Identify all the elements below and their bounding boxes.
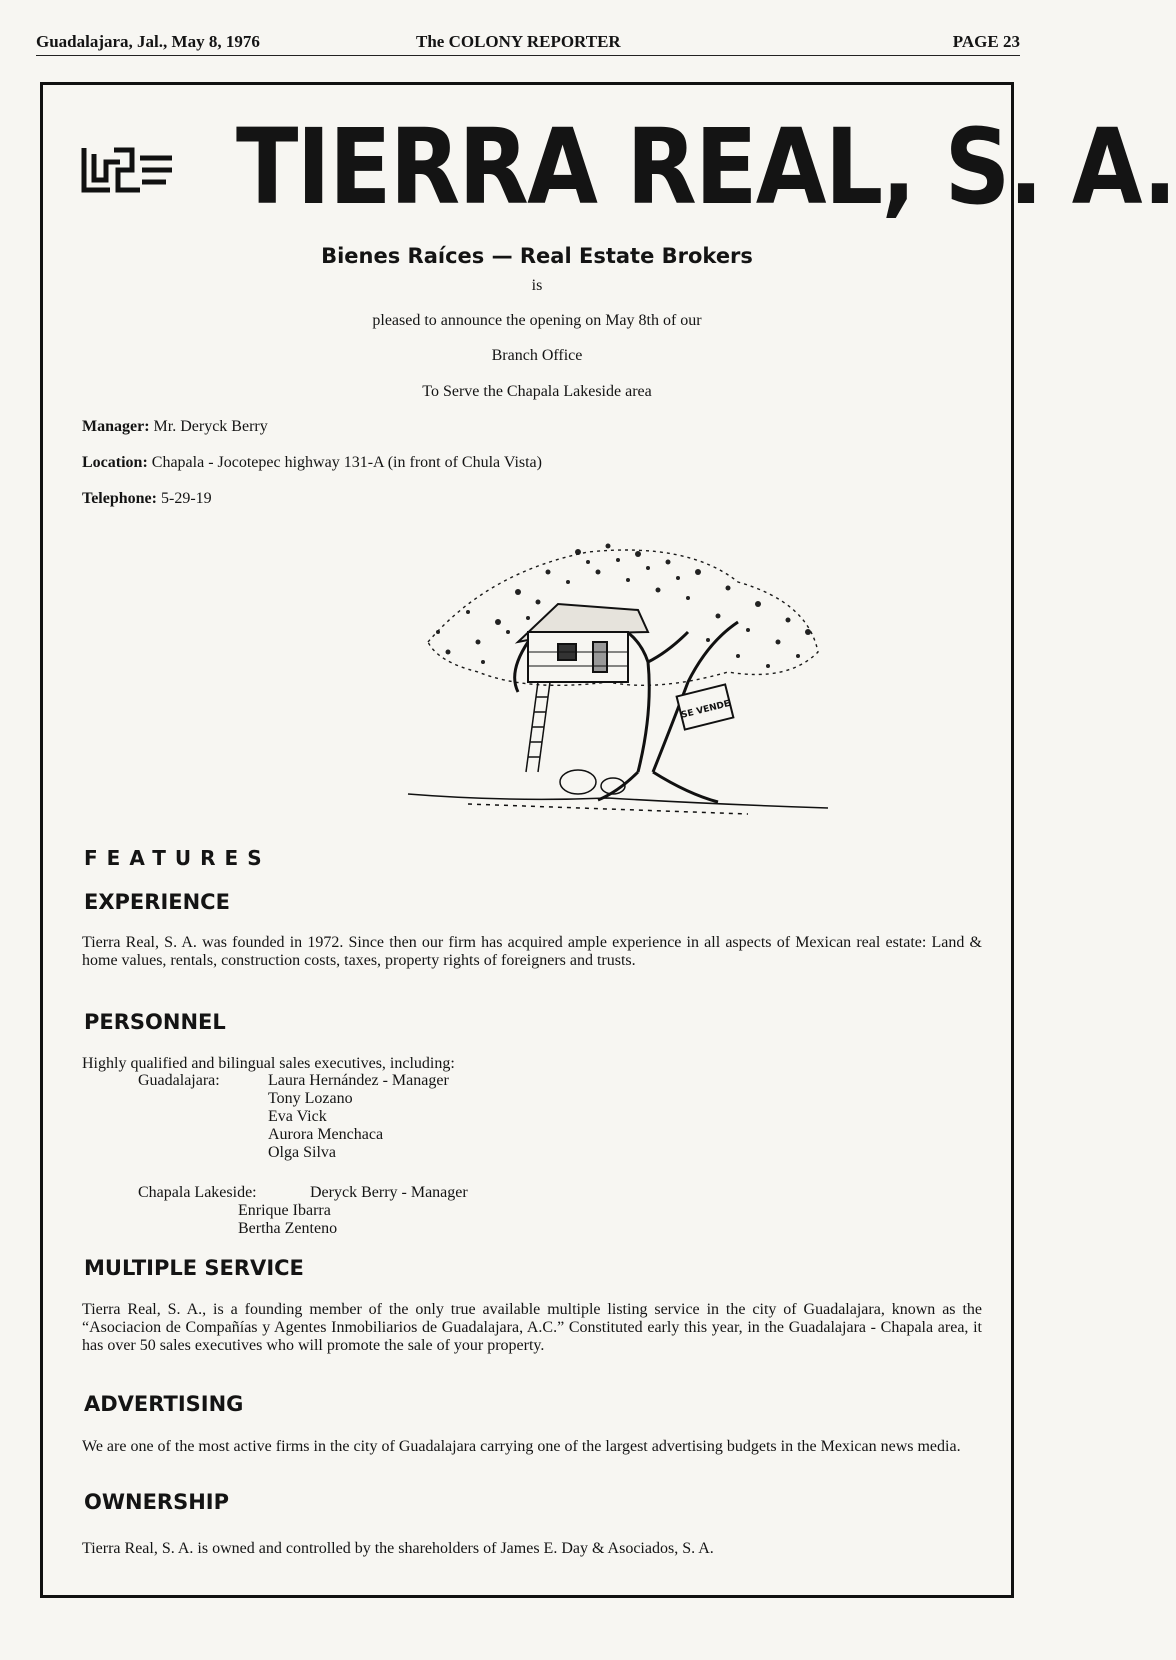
staff-member: Enrique Ibarra [238,1202,331,1219]
newspaper-masthead [36,28,1020,54]
announcement-line-serve: To Serve the Chapala Lakeside area [422,383,652,400]
ownership-heading: OWNERSHIP [84,1490,230,1514]
advertising-heading: ADVERTISING [84,1392,244,1416]
telephone-value: 5-29-19 [160,490,212,507]
personnel-intro: Highly qualified and bilingual sales executives, including: [82,1055,455,1072]
multiple-service-heading: MULTIPLE SERVICE [84,1256,304,1280]
chapala-staff-manager: Deryck Berry - Manager [310,1184,468,1201]
announcement-line-opening: pleased to announce the opening on May 8th of our [372,312,702,329]
chapala-label: Chapala Lakeside: [138,1184,257,1201]
guadalajara-label: Guadalajara: [138,1072,220,1089]
advertising-text: We are one of the most active firms in the city of Guadalajara carrying one of the largest advertising budgets in the Mexican news media. [82,1438,961,1455]
manager-info [82,418,268,436]
telephone-label: Telephone: [82,490,157,507]
staff-member: Olga Silva [268,1144,336,1161]
masthead-rule [36,55,1020,56]
staff-member: Laura Hernández - Manager [268,1072,449,1089]
masthead-page-number: PAGE 23 [952,32,1020,51]
staff-member: Eva Vick [268,1108,327,1125]
staff-member: Aurora Menchaca [268,1126,384,1143]
chapala-staff-list [238,1202,337,1238]
masthead-date: Guadalajara, Jal., May 8, 1976 [36,32,260,51]
location-info [82,454,542,472]
features-title: FEATURES [84,846,271,870]
treehouse-illustration [408,532,848,850]
company-subtitle: Bienes Raíces — Real Estate Brokers [321,244,753,268]
company-logo-icon [80,140,180,200]
sign-text: SE VENDE [680,699,732,721]
location-label: Location: [82,454,148,471]
experience-text: Tierra Real, S. A. was founded in 1972. Since then our firm has acquired ample experience in all aspects of Mexican real estate: Land & home values, rentals, construction costs, taxes, property rights of foreigners and trusts. [82,934,982,969]
masthead-paper-name: The COLONY REPORTER [416,32,621,51]
guadalajara-staff-list [268,1072,449,1162]
staff-member: Tony Lozano [268,1090,353,1107]
staff-member: Bertha Zenteno [238,1220,338,1237]
telephone-info [82,490,212,508]
location-value: Chapala - Jocotepec highway 131-A (in front of Chula Vista) [151,454,542,471]
company-name-title: TIERRA REAL, S. A. [236,106,1176,228]
announcement-line-branch: Branch Office [491,347,583,364]
announcement-line-is: is [531,277,543,294]
ground [408,770,828,814]
treehouse [518,604,648,682]
manager-label: Manager: [82,418,150,435]
personnel-heading: PERSONNEL [84,1010,226,1034]
rope-ladder [526,682,550,772]
ownership-text: Tierra Real, S. A. is owned and controlled by the shareholders of James E. Day & Asociados, S. A. [82,1540,714,1557]
multiple-service-text: Tierra Real, S. A., is a founding member of the only true available multiple listing service in the city of Guadalajara, known as the “Asociacion de Compañías y Agentes Inmobiliarios de Guadalajara, A.C.” Constituted early this year, in the Guadalajara - Chapala area, it has over 50 sales executives who will promote the sale of your property. [82,1301,982,1354]
experience-heading: EXPERIENCE [84,890,230,914]
manager-value: Mr. Deryck Berry [153,418,268,435]
